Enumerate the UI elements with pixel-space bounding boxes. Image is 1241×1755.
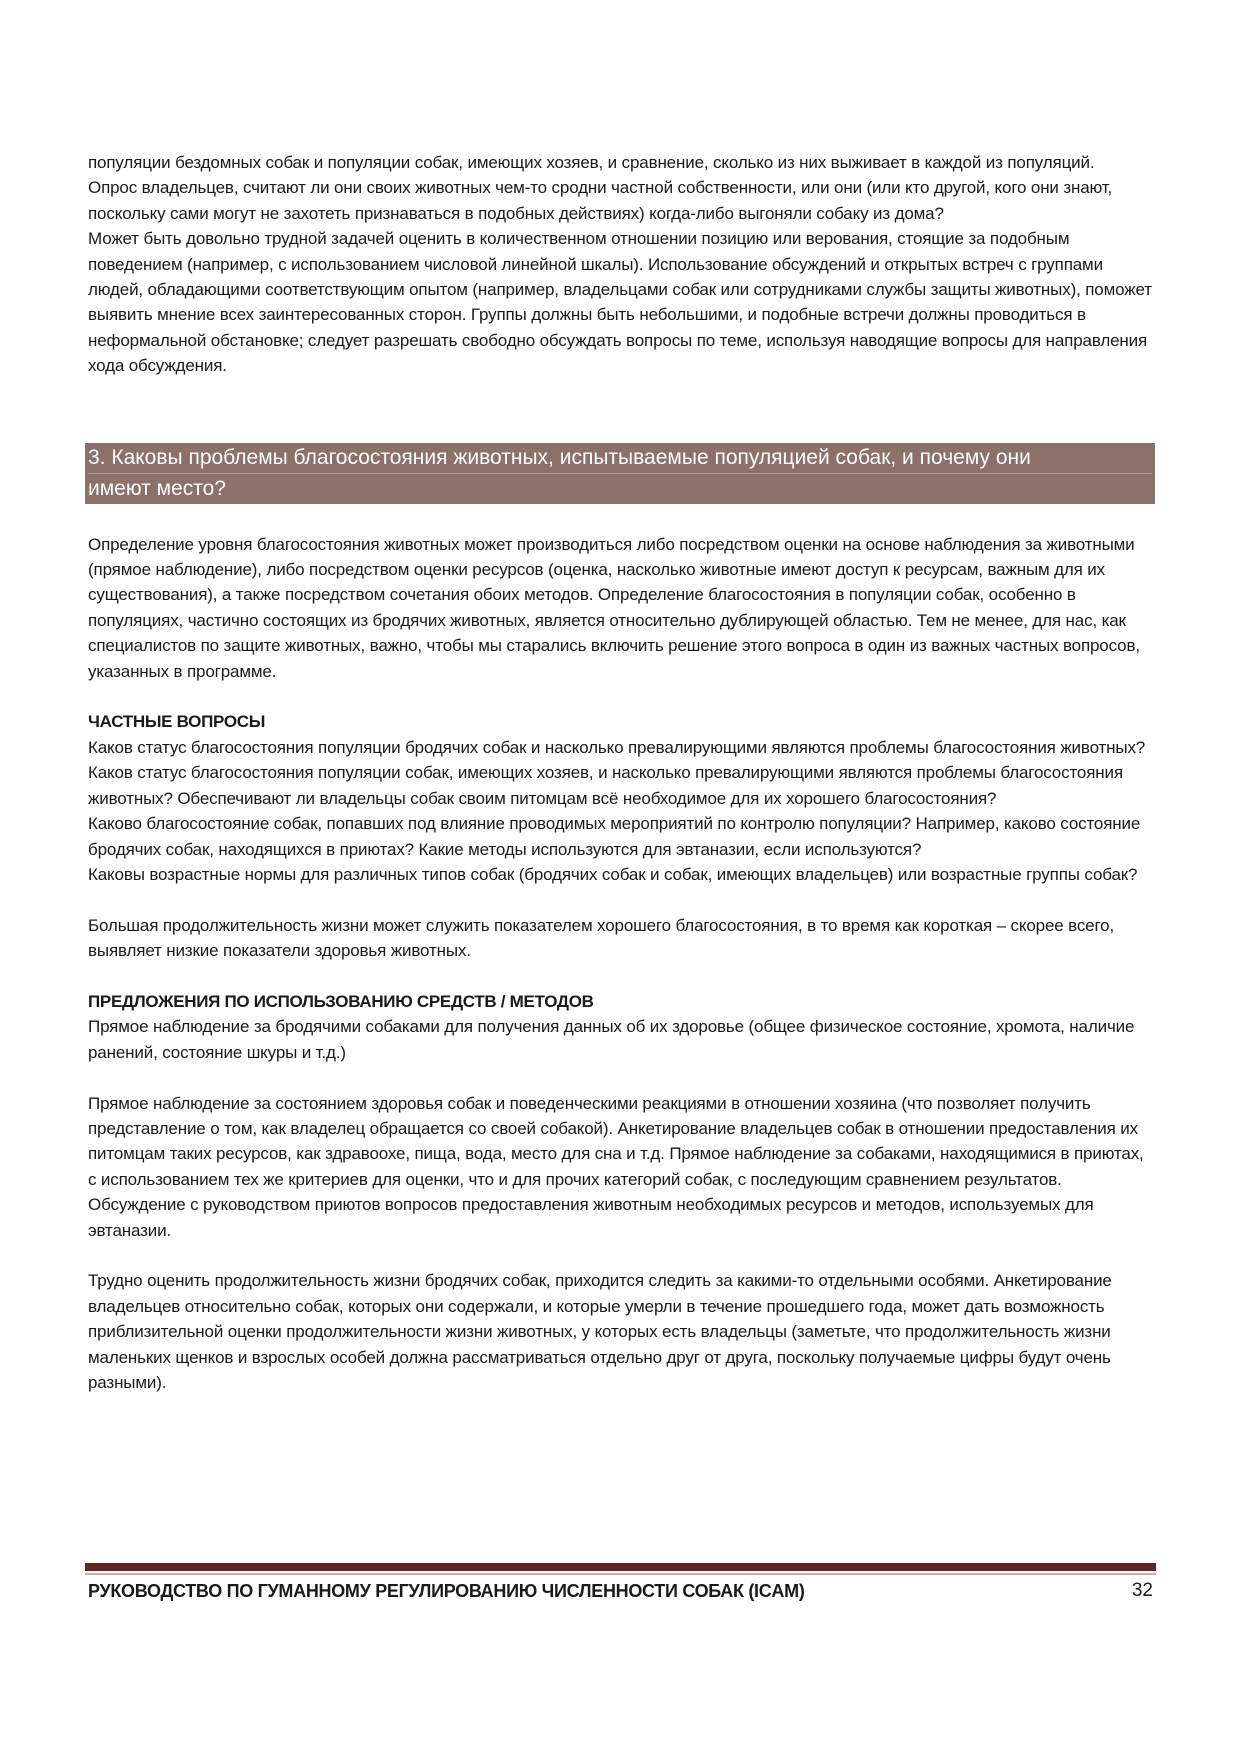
methods-paragraph: Прямое наблюдение за бродячими собаками для получения данных об их здоровье (общее физическое состояние, хромота, наличие ранений, состояние шкуры и т.д.) — [88, 1017, 1135, 1062]
question-item: Каков статус благосостояния популяции бродячих собак и насколько превалирующими являются проблемы благосостояния животных? Каков статус благосостояния популяции собак, имеющих хозяев, и насколько превалирующими являются проблемы благосостояния животных? Обеспечивают ли владельцы собак своим питомцам всё необходимое для их хорошего благосостояния? — [88, 737, 1146, 808]
footer-divider-line — [85, 1573, 1156, 1575]
section-intro-paragraph: Определение уровня благосостояния животных может производиться либо посредством оценки на основе наблюдения за животными (прямое наблюдение), либо посредством оценки ресурсов (оценка, насколько животные имеют доступ к ресурсам, важным для их существования), а также посредством сочетания обоих методов. Определение благосостояния в популяции собак, особенно в популяциях, частично состоящих из бродячих животных, является относительно дублирующей областью. Тем не менее, для нас, как специалистов по защите животных, важно, чтобы мы старались включить решение этого вопроса в один из важных частных вопросов, указанных в программе. — [88, 534, 1140, 681]
section-heading-line: 3. Каковы проблемы благосостояния животных, испытываемые популяцией собак, и почему они — [88, 445, 1031, 469]
question-item: Каковы возрастные нормы для различных типов собак (бродячих собак и собак, имеющих владельцев) или возрастные группы собак? — [88, 864, 1138, 884]
question-item: Каково благосостояние собак, попавших под влияние проводимых мероприятий по контролю популяции? Например, каково состояние бродячих собак, находящихся в приютах? Какие методы используются для эвтаназии, если используются? — [88, 814, 1141, 859]
intro-paragraph: Опрос владельцев, считают ли они своих животных чем-то сродни частной собственности, или они (или кто другой, кого они знают, поскольку сами могут не захотеть признаваться в подобных действиях) когда-либо выгоняли собаку из дома? — [88, 178, 1113, 223]
footer-title: РУКОВОДСТВО ПО ГУМАННОМУ РЕГУЛИРОВАНИЮ ЧИСЛЕННОСТИ СОБАК (ICAM) — [88, 1581, 805, 1601]
section-heading — [85, 443, 1155, 504]
intro-paragraph: популяции бездомных собак и популяции собак, имеющих хозяев, и сравнение, сколько из них выживает в каждой из популяций. — [88, 153, 1095, 172]
intro-paragraph: Может быть довольно трудной задачей оценить в количественном отношении позицию или верования, стоящие за подобным поведением (например, с использованием числовой линейной шкалы). Использование обсуждений и открытых встреч с группами людей, обладающими соответствующим опытом (например, владельцами собак или сотрудниками службы защиты животных), поможет выявить мнение всех заинтересованных сторон. Группы должны быть небольшими, и подобные встречи должны проводиться в неформальной обстановке; следует разрешать свободно обсуждать вопросы по теме, используя наводящие вопросы для направления хода обсуждения. — [88, 229, 1152, 376]
spacer — [88, 504, 1156, 532]
spacer — [88, 379, 1156, 443]
spacer — [88, 684, 1156, 709]
spacer — [88, 1243, 1156, 1268]
methods-paragraph: Трудно оценить продолжительность жизни бродячих собак, приходится следить за какими-то отдельными особями. Анкетирование владельцев относительно собак, которых они содержали, и которые умерли в течение прошедшего года, может дать возможность приблизительной оценки продолжительности жизни животных, у которых есть владельцы (заметьте, что продолжительность жизни маленьких щенков и взрослых особей должна рассматриваться отдельно друг от друга, поскольку получаемые цифры будут очень разными). — [88, 1271, 1112, 1392]
spacer — [88, 964, 1156, 989]
spacer — [88, 887, 1156, 912]
section-heading-line: имеют место? — [88, 473, 1152, 504]
document-page — [88, 150, 1156, 1395]
spacer — [88, 1065, 1156, 1090]
methods-paragraph: Прямое наблюдение за состоянием здоровья собак и поведенческими реакциями в отношении хозяина (что позволяет получить представление о том, как владелец обращается со своей собакой). Анкетирование владельцев собак в отношении предоставления их питомцам таких ресурсов, как здравоохе, пища, вода, место для сна и т.д. Прямое наблюдение за собаками, находящимися в приютах, с использованием тех же критериев для оценки, что и для прочих категорий собак, с последующим сравнением результатов. Обсуждение с руководством приютов вопросов предоставления животным необходимых ресурсов и методов, используемых для эвтаназии. — [88, 1093, 1144, 1240]
specific-questions-heading: ЧАСТНЫЕ ВОПРОСЫ — [88, 712, 266, 732]
methods-heading: ПРЕДЛОЖЕНИЯ ПО ИСПОЛЬЗОВАНИЮ СРЕДСТВ / МЕТОДОВ — [88, 991, 594, 1011]
footer-divider-bar — [85, 1563, 1156, 1571]
page-number: 32 — [1131, 1580, 1153, 1601]
lifespan-note: Большая продолжительность жизни может служить показателем хорошего благосостояния, в то время как короткая – скорее всего, выявляет низкие показатели здоровья животных. — [88, 915, 1115, 961]
